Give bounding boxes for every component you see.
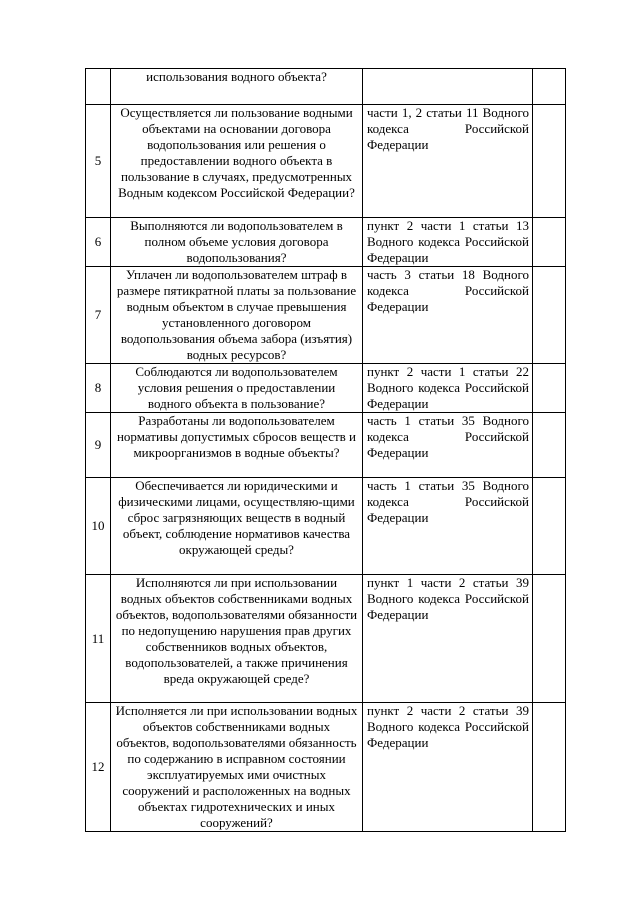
table-row xyxy=(86,267,566,364)
checklist-table xyxy=(85,68,566,832)
table-row xyxy=(86,478,566,575)
row-number xyxy=(86,69,111,105)
table-row xyxy=(86,575,566,703)
question-text: Осуществляется ли пользование водными объектами на основании договора водопользования или решения о предоставлении водного объекта в пользование в случаях, предусмотренных Водным кодексом Российской Федерации? xyxy=(111,105,363,218)
legal-reference: пункт 2 части 1 статьи 22 Водного кодекса Российской Федерации xyxy=(363,364,533,413)
row-number: 10 xyxy=(86,478,111,575)
legal-reference: пункт 2 части 2 статьи 39 Водного кодекса Российской Федерации xyxy=(363,703,533,832)
table-row xyxy=(86,218,566,267)
empty-cell xyxy=(533,478,566,575)
legal-reference: часть 1 статьи 35 Водного кодекса Российской Федерации xyxy=(363,478,533,575)
row-number: 7 xyxy=(86,267,111,364)
table-row xyxy=(86,703,566,832)
empty-cell xyxy=(533,703,566,832)
question-text: Обеспечивается ли юридическими и физическими лицами, осуществляю-щими сброс загрязняющих веществ в водный объект, соблюдение нормативов качества окружающей среды? xyxy=(111,478,363,575)
question-text: Уплачен ли водопользователем штраф в размере пятикратной платы за пользование водным объектом в случае превышения установленного договором водопользования объема забора (изъятия) водных ресурсов? xyxy=(111,267,363,364)
legal-reference: часть 3 статьи 18 Водного кодекса Российской Федерации xyxy=(363,267,533,364)
question-text: использования водного объекта? xyxy=(111,69,363,105)
question-text: Исполняются ли при использовании водных объектов собственниками водных объектов, водопользователями обязанности по недопущению нарушения прав других собственников водных объектов, водопользователей, а также причинения вреда окружающей среде? xyxy=(111,575,363,703)
table-row xyxy=(86,364,566,413)
empty-cell xyxy=(533,575,566,703)
empty-cell xyxy=(533,364,566,413)
row-number: 11 xyxy=(86,575,111,703)
legal-reference: части 1, 2 статьи 11 Водного кодекса Российской Федерации xyxy=(363,105,533,218)
empty-cell xyxy=(533,267,566,364)
table-row xyxy=(86,413,566,478)
question-text: Соблюдаются ли водопользователем условия решения о предоставлении водного объекта в пользование? xyxy=(111,364,363,413)
row-number: 6 xyxy=(86,218,111,267)
question-text: Исполняется ли при использовании водных объектов собственниками водных объектов, водопользователями обязанность по содержанию в исправном состоянии эксплуатируемых ими очистных сооружений и расположенных на водных объектах гидротехнических и иных сооружений? xyxy=(111,703,363,832)
empty-cell xyxy=(533,69,566,105)
row-number: 12 xyxy=(86,703,111,832)
row-number: 9 xyxy=(86,413,111,478)
legal-reference xyxy=(363,69,533,105)
question-text: Разработаны ли водопользователем нормативы допустимых сбросов веществ и микроорганизмов в водные объекты? xyxy=(111,413,363,478)
row-number: 8 xyxy=(86,364,111,413)
table-row xyxy=(86,69,566,105)
row-number: 5 xyxy=(86,105,111,218)
question-text: Выполняются ли водопользователем в полном объеме условия договора водопользования? xyxy=(111,218,363,267)
empty-cell xyxy=(533,105,566,218)
empty-cell xyxy=(533,413,566,478)
empty-cell xyxy=(533,218,566,267)
table-row xyxy=(86,105,566,218)
legal-reference: часть 1 статьи 35 Водного кодекса Российской Федерации xyxy=(363,413,533,478)
legal-reference: пункт 2 части 1 статьи 13 Водного кодекса Российской Федерации xyxy=(363,218,533,267)
legal-reference: пункт 1 части 2 статьи 39 Водного кодекса Российской Федерации xyxy=(363,575,533,703)
